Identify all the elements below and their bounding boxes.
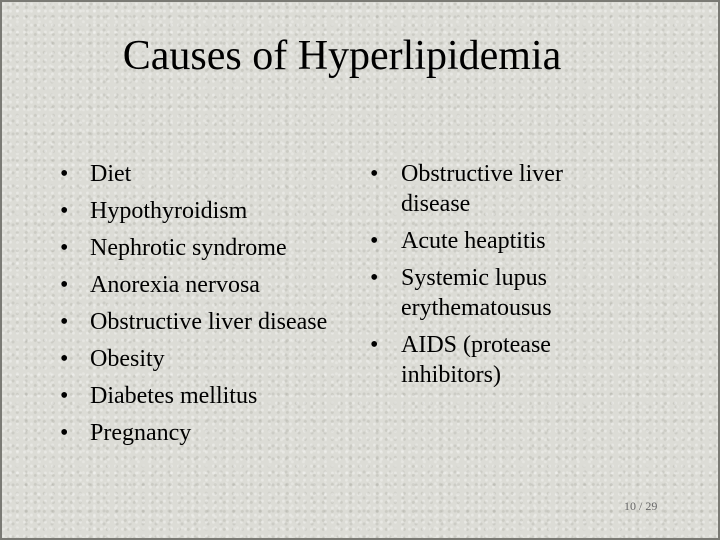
list-item <box>60 307 335 337</box>
list-item <box>60 159 335 189</box>
list-item <box>60 418 335 448</box>
bullet-icon: • <box>370 332 379 358</box>
list-item-text: AIDS (protease inhibitors) <box>401 332 551 388</box>
bullet-icon: • <box>60 346 69 372</box>
list-item-text: Pregnancy <box>90 420 192 446</box>
list-item <box>362 330 632 390</box>
list-item-text: Systemic lupus erythematousus <box>401 265 552 321</box>
page-total: 29 <box>645 499 658 513</box>
list-item-text: Obesity <box>90 346 165 372</box>
page-number <box>624 499 657 514</box>
list-item-text: Obstructive liver disease <box>401 161 563 217</box>
list-item <box>60 196 335 226</box>
list-item <box>362 226 632 256</box>
bullet-icon: • <box>370 161 379 187</box>
slide-title: Causes of Hyperlipidemia <box>122 33 562 79</box>
bullet-icon: • <box>60 198 69 224</box>
list-item <box>60 381 335 411</box>
bullet-icon: • <box>60 309 69 335</box>
list-item-text: Obstructive liver disease <box>90 309 328 335</box>
page-separator: / <box>639 499 643 513</box>
page-current: 10 <box>624 499 636 513</box>
list-item-text: Diet <box>90 161 132 187</box>
bullet-icon: • <box>370 265 379 291</box>
left-bullet-list <box>60 159 335 455</box>
bullet-icon: • <box>370 228 379 254</box>
bullet-icon: • <box>60 383 69 409</box>
bullet-icon: • <box>60 420 69 446</box>
list-item <box>362 159 632 219</box>
bullet-icon: • <box>60 161 69 187</box>
list-item-text: Anorexia nervosa <box>90 272 260 298</box>
list-item-text: Acute heaptitis <box>401 228 546 254</box>
list-item-text: Diabetes mellitus <box>90 383 258 409</box>
list-item <box>60 233 335 263</box>
list-item <box>60 270 335 300</box>
list-item-text: Nephrotic syndrome <box>90 235 287 261</box>
right-bullet-list <box>362 159 632 397</box>
list-item-text: Hypothyroidism <box>90 198 248 224</box>
list-item <box>362 263 632 323</box>
bullet-icon: • <box>60 272 69 298</box>
list-item <box>60 344 335 374</box>
bullet-icon: • <box>60 235 69 261</box>
